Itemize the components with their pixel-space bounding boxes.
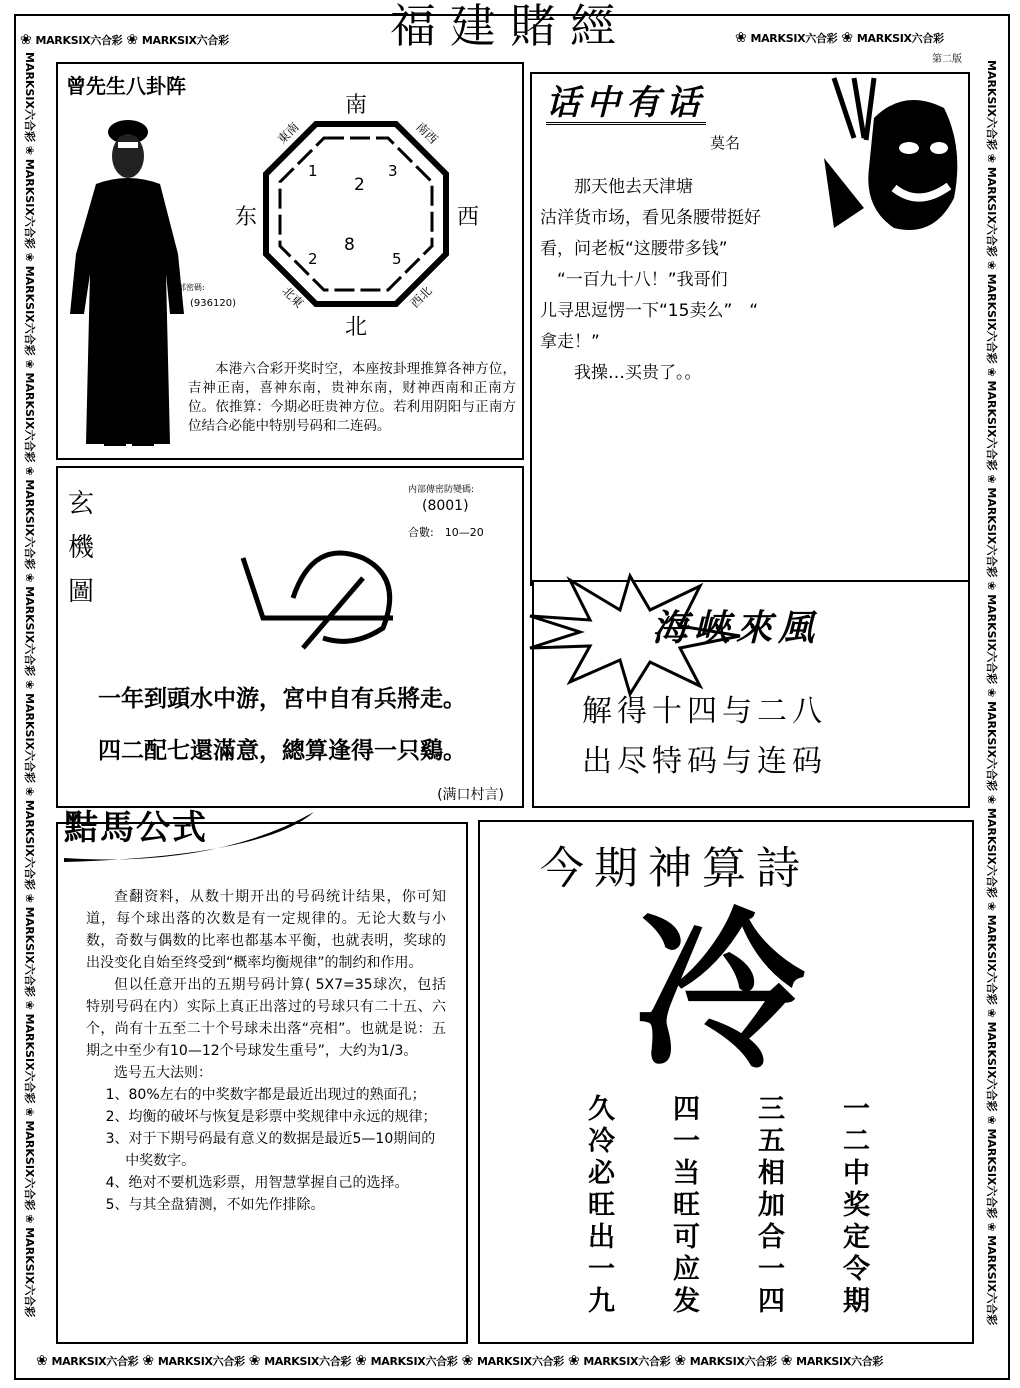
poem-char: 四 (758, 1286, 785, 1317)
formula-rule: 1、80%左右的中奖数字都是最近出现过的熟面孔； (105, 1087, 426, 1103)
story-line: 儿寻思逗愣一下“15卖么” “ (540, 301, 759, 321)
dir-southeast: 東南 (274, 119, 302, 147)
xuanji-combo: 合數: 10—20 (408, 526, 484, 539)
haixia-line-1: 解得十四与二八 (582, 694, 827, 729)
poem-column (843, 1094, 870, 1318)
poem-char: 冷 (588, 1126, 615, 1157)
poem-char: 发 (673, 1286, 700, 1317)
poem-char: 五 (758, 1126, 785, 1157)
dir-northwest: 西北 (407, 283, 435, 311)
bagua-octagon (234, 84, 480, 340)
poem-big-character: 冷 (635, 892, 806, 1092)
dir-northeast: 北東 (279, 283, 307, 311)
formula-body (86, 886, 446, 1216)
xuanji-title: 玄機圖 (68, 489, 95, 607)
poem-char: 令 (843, 1254, 870, 1285)
poem-char: 期 (843, 1286, 870, 1317)
dir-north: 北 (344, 315, 368, 340)
formula-rule: 2、均衡的破坏与恢复是彩票中奖规律中永远的规律； (105, 1109, 437, 1125)
story-author: 莫名 (710, 134, 741, 152)
bagua-num-3: 3 (388, 162, 398, 180)
poem-char: 一 (588, 1254, 615, 1285)
poem-char: 必 (588, 1158, 615, 1189)
formula-rules-title: 选号五大法则： (114, 1065, 212, 1081)
poem-char: 合 (758, 1222, 785, 1253)
poem-char: 旺 (673, 1190, 700, 1221)
poem-char: 旺 (588, 1190, 615, 1221)
bagua-code-value: (936120) (190, 298, 236, 309)
header-strip-left: ❀ MARKSIX六合彩 ❀ MARKSIX六合彩 (20, 32, 229, 48)
footer-strip: ❀ MARKSIX六合彩 ❀ MARKSIX六合彩 ❀ MARKSIX六合彩 ❀ MARKSIX六合彩 ❀ MARKSIX六合彩 ❀ MARKSIX六合彩 ❀ MARKSIX六合彩 ❀ MARKSIX六合彩 (36, 1353, 884, 1369)
poem-char: 应 (673, 1254, 700, 1285)
bagua-title: 曾先生八卦阵 (66, 74, 186, 98)
poem-char: 相 (758, 1158, 785, 1189)
poem-panel (478, 820, 974, 1344)
poem-char: 一 (673, 1126, 700, 1157)
xuanji-source: (满口村言) (437, 787, 504, 803)
bagua-num-4: 2 (308, 250, 318, 268)
poem-title: 今期神算詩 (540, 843, 810, 894)
poem-columns (588, 1094, 870, 1318)
mystery-drawing-icon (233, 538, 403, 648)
poem-column (588, 1094, 615, 1318)
header-strip-right: ❀ MARKSIX六合彩 ❀ MARKSIX六合彩 (735, 30, 944, 46)
poem-char: 久 (588, 1094, 615, 1125)
story-line: 拿走！” (540, 332, 600, 352)
story-line: 那天他去天津塘 (540, 177, 693, 197)
edition-label: 第二版 (932, 54, 962, 65)
bagua-num-2: 2 (354, 175, 365, 195)
bagua-panel (56, 62, 524, 460)
dir-east: 东 (234, 205, 258, 230)
poem-char: 中 (843, 1158, 870, 1189)
story-body (540, 172, 835, 389)
poem-char: 可 (673, 1222, 700, 1253)
poem-char: 二 (843, 1126, 870, 1157)
poem-char: 奖 (843, 1190, 870, 1221)
haixia-line-2: 出尽特码与连码 (582, 744, 827, 779)
story-line: 我操…买贵了。。 (540, 363, 702, 383)
poem-char: 三 (758, 1094, 785, 1125)
poem-char: 定 (843, 1222, 870, 1253)
poem-char: 九 (588, 1286, 615, 1317)
xuanji-verse-2: 四二配七還滿意，總算逢得一只鷄。 (98, 738, 466, 764)
xuanji-panel (56, 466, 524, 808)
bagua-description: 本港六合彩开奖时空，本座按卦理推算各神方位，吉神正南，喜神东南，贵神东南，财神西南和正南方位。依推算：今期必旺贵神方位。若利用阴阳与正南方位结合必能中特别号码和二连码。 (188, 361, 516, 434)
haixia-title: 海峽來風 (652, 607, 821, 649)
story-line: “一百九十八！”我哥们 (540, 270, 728, 290)
formula-paragraph-1: 查翻资料，从数十期开出的号码统计结果，你可知道，每个球出落的次数是有一定规律的。无论大数与小数，奇数与偶数的比率也都基本平衡，也就表明，奖球的出没变化自始至终受到“概率均衡规律”的制约和作用。 (86, 889, 446, 971)
xuanji-verse-1: 一年到頭水中游，宮中自有兵將走。 (98, 686, 466, 712)
right-side-strip: MARKSIX六合彩 ❀ MARKSIX六合彩 ❀ MARKSIX六合彩 ❀ MARKSIX六合彩 ❀ MARKSIX六合彩 ❀ MARKSIX六合彩 ❀ MARKSIX六合彩 ❀ MARKSIX六合彩 ❀ MARKSIX六合彩 ❀ MARKSIX六合彩 ❀ MARKSIX六合彩 ❀ MARKSIX六合彩 (985, 60, 998, 1326)
left-side-strip: MARKSIX六合彩 ❀ MARKSIX六合彩 ❀ MARKSIX六合彩 ❀ MARKSIX六合彩 ❀ MARKSIX六合彩 ❀ MARKSIX六合彩 ❀ MARKSIX六合彩 ❀ MARKSIX六合彩 ❀ MARKSIX六合彩 ❀ MARKSIX六合彩 ❀ MARKSIX六合彩 ❀ MARKSIX六合彩 (23, 52, 36, 1318)
dir-west: 西 (456, 205, 480, 230)
haixia-panel (532, 580, 970, 808)
bagua-code-label: 内部密碼: (170, 283, 205, 292)
formula-paragraph-2: 但以任意开出的五期号码计算( 5X7=35球次，包括特别号码在内）实际上真正出落过的号球只有二十五、六个，尚有十五至二十个号球未出落“亮相”。也就是说：五期之中至少有10—12个号球发生重号”，大约为1/3。 (86, 977, 446, 1059)
story-panel (530, 72, 970, 586)
xuanji-code-value: (8001) (422, 498, 469, 514)
bagua-num-1: 1 (308, 162, 318, 180)
formula-rule: 4、绝对不要机选彩票，用智慧掌握自己的选择。 (105, 1175, 409, 1191)
caricature-face-icon (814, 78, 964, 238)
formula-title: 黠馬公式 (64, 808, 208, 848)
dir-southwest: 南西 (413, 119, 441, 147)
story-line: 看，问老板“这腰带多钱” (540, 239, 728, 259)
poem-char: 加 (758, 1190, 785, 1221)
formula-rule: 3、对于下期号码最有意义的数据是最近5—10期间的中奖数字。 (105, 1131, 436, 1169)
page-title: 福建賭經 (390, 0, 630, 53)
poem-char: 一 (843, 1094, 870, 1125)
formula-panel (56, 808, 468, 1344)
poem-char: 一 (758, 1254, 785, 1285)
poem-char: 四 (673, 1094, 700, 1125)
story-line: 沽洋货市场，看见条腰带挺好 (540, 208, 761, 228)
poem-column (758, 1094, 785, 1318)
bagua-num-5: 8 (344, 235, 355, 255)
bagua-num-6: 5 (392, 250, 402, 268)
xuanji-code-label: 内部傳密防變碼: (408, 485, 475, 495)
dir-south: 南 (344, 93, 368, 118)
scholar-figure-icon (66, 104, 196, 454)
poem-column (673, 1094, 700, 1318)
story-title: 话中有话 (546, 83, 706, 123)
formula-rule: 5、与其全盘猜测，不如先作排除。 (105, 1197, 325, 1213)
poem-char: 当 (673, 1158, 700, 1189)
poem-char: 出 (588, 1222, 615, 1253)
